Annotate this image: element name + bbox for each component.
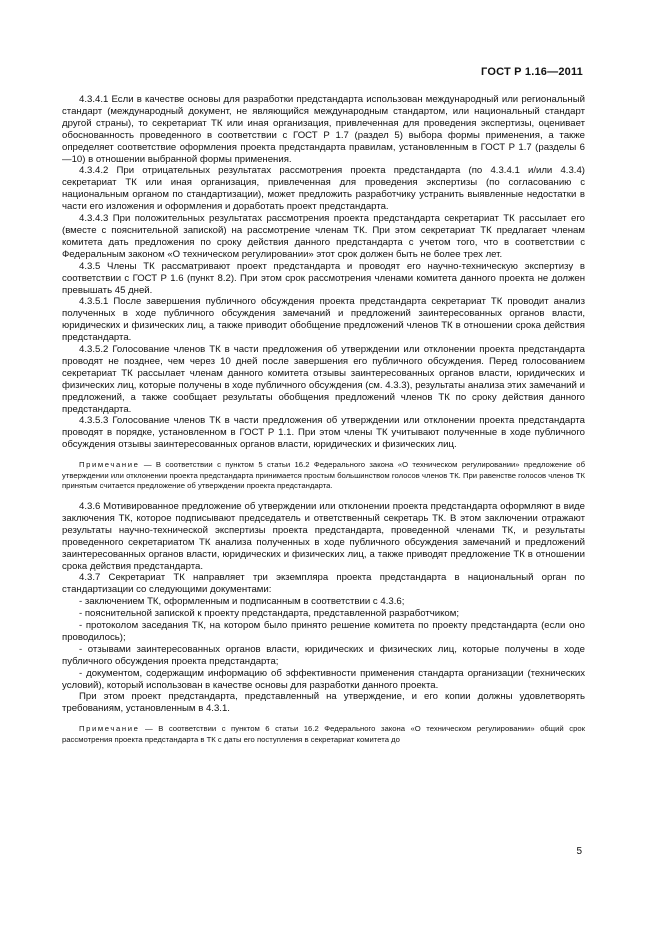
list-item: - отзывами заинтересованных органов власти, юридических и физических лиц, которые получены в ходе публичного обсуждения проекта предстандарта; bbox=[62, 643, 585, 667]
note-label: Примечание bbox=[79, 724, 140, 734]
paragraph-4-3-5: 4.3.5 Члены ТК рассматривают проект предстандарта и проводят его научно-техническую экспертизу в соответствии с ГОСТ Р 1.6 (пункт 8.2). При этом срок рассмотрения членами комитета данного проекта не должен превышать 45 дней. bbox=[62, 260, 585, 296]
paragraph-4-3-5-3: 4.3.5.3 Голосование членов ТК в части предложения об утверждении или отклонении проекта предстандарта проводят в порядке, установленном в ГОСТ Р 1.1. При этом члены ТК учитывают полученные в ходе публичного обсуждения отзывы заинтересованных органов власти, юридических и физических лиц. bbox=[62, 415, 585, 451]
note-2 bbox=[62, 724, 585, 745]
paragraph-closing: При этом проект предстандарта, представленный на утверждение, и его копии должны удовлетворять требованиям, установленным в 4.3.1. bbox=[62, 691, 585, 715]
document-body bbox=[62, 94, 585, 754]
page-number: 5 bbox=[576, 846, 582, 857]
note-label: Примечание bbox=[79, 460, 140, 470]
note-1 bbox=[62, 460, 585, 492]
list-item: - протоколом заседания ТК, на котором было принято решение комитета по проекту предстандарта (если оно проводилось); bbox=[62, 620, 585, 643]
paragraph-4-3-5-2: 4.3.5.2 Голосование членов ТК в части предложения об утверждении или отклонении проекта предстандарта проводят не позднее, чем через 10 дней после завершения его публичного обсуждения. Перед голосованием секретариат ТК рассылает членам данного комитета отзывы заинтересованных органов власти, юридических и физических лиц, которые получены в ходе публичного обсуждения (см. 4.3.3), результаты анализа этих замечаний и предложений, а также сообщает результаты обобщения предложений членов ТК по сроку действия данного предстандарта. bbox=[62, 344, 585, 415]
paragraph-4-3-4-2: 4.3.4.2 При отрицательных результатах рассмотрения проекта предстандарта (по 4.3.4.1 и/или 4.3.4) секретариат ТК или иная организация, привлеченная для проведения экспертизы (по согласованию с национальным органом по стандартизации), может предложить разработчику устранить выявленные недостатки в части его изложения и оформления и доработать проект предстандарта. bbox=[62, 165, 585, 213]
note-text: — В соответствии с пунктом 6 статьи 16.2 Федерального закона «О техническом регулировании» общий срок рассмотрения проекта предстандарта в ТК с даты его поступления в секретариат комитета до bbox=[62, 724, 585, 744]
paragraph-4-3-6: 4.3.6 Мотивированное предложение об утверждении или отклонении проекта предстандарта оформляют в виде заключения ТК, которое подписывают председатель и ответственный секретарь ТК. В этом заключении отражают результаты научно-технической экспертизы проекта предстандарта, проведенной членами ТК, и результаты проведенного секретариатом ТК анализа полученных в ходе публичного обсуждения замечаний и предложений заинтересованных органов власти, юридических и физических лиц, а также приводят предложение ТК в отношении срока действия предстандарта. bbox=[62, 500, 585, 572]
paragraph-4-3-7: 4.3.7 Секретариат ТК направляет три экземпляра проекта предстандарта в национальный орган по стандартизации со следующими документами: bbox=[62, 572, 585, 596]
note-text: — В соответствии с пунктом 5 статьи 16.2 Федерального закона «О техническом регулировании» предложение об утверждении или отклонении проекта предстандарта принимается простым большинством голосов членов ТК. При равенстве голосов членов ТК принятым считается предложение об утверждении проекта предстандарта. bbox=[62, 460, 585, 491]
paragraph-4-3-5-1: 4.3.5.1 После завершения публичного обсуждения проекта предстандарта секретариат ТК проводит анализ полученных в ходе публичного обсуждения замечаний и предложений заинтересованных органов власти, юридических и физических лиц, а также приводит обобщение предложений членов ТК в отношении срока действия предстандарта. bbox=[62, 296, 585, 344]
paragraph-4-3-4-1: 4.3.4.1 Если в качестве основы для разработки предстандарта использован международный или региональный стандарт (международный документ, не являющийся международным стандартом, или национальный стандарт другой страны), то секретариат ТК или иная организация, привлеченная для проведения экспертизы, оценивает обоснованность проведенного в соответствии с ГОСТ Р 1.7 (раздел 5) выбора формы применения, а также определяет соответствие оформления проекта предстандарта правилам, установленным в ГОСТ Р 1.7 (разделы 6—10) в отношении выбранной формы применения. bbox=[62, 94, 585, 165]
list-item: - заключением ТК, оформленным и подписанным в соответствии с 4.3.6; bbox=[79, 596, 405, 608]
document-code-header: ГОСТ Р 1.16—2011 bbox=[481, 66, 583, 78]
paragraph-4-3-4-3: 4.3.4.3 При положительных результатах рассмотрения проекта предстандарта секретариат ТК рассылает его (вместе с пояснительной запиской) на рассмотрение членам ТК. При этом секретариат ТК предлагает членам комитета дать предложения по сроку действия данного предстандарта с учетом того, что в соответствии с Федеральным законом «О техническом регулировании» этот срок должен быть не более трех лет. bbox=[62, 213, 585, 260]
list-item: - документом, содержащим информацию об эффективности применения стандарта организации (технических условий), который использован в качестве основы для разработки данного проекта. bbox=[62, 667, 585, 691]
list-item: - пояснительной запиской к проекту предстандарта, представленной разработчиком; bbox=[79, 608, 460, 620]
